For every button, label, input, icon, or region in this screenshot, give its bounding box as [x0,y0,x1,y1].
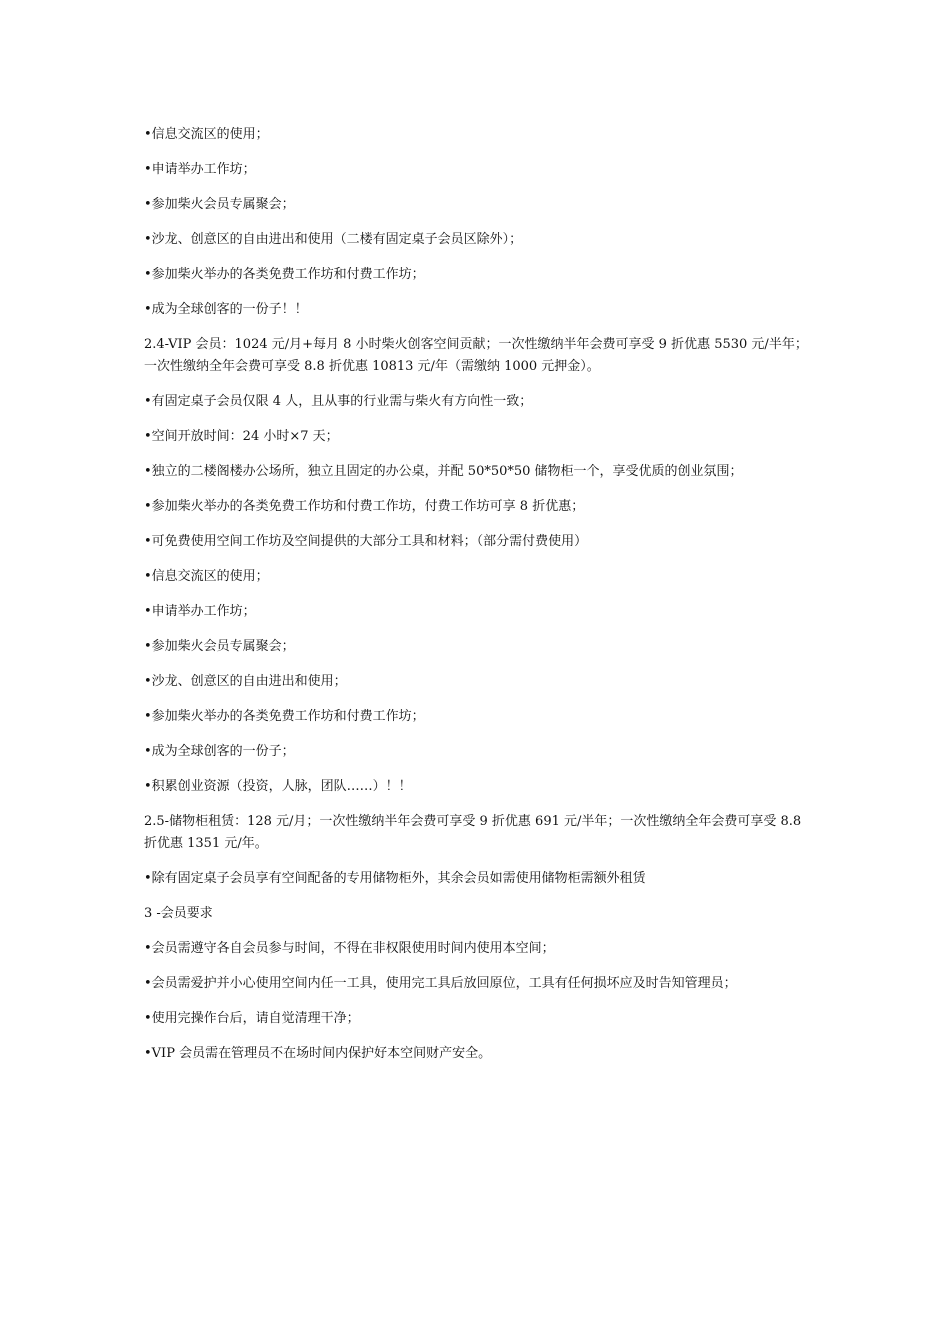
bullet-workshops: •参加柴火举办的各类免费工作坊和付费工作坊； [144,267,425,282]
bullet-salon-access: •沙龙、创意区的自由进出和使用（二楼有固定桌子会员区除外）； [144,232,523,247]
bullet-apply-workshop-vip: •申请举办工作坊； [144,604,256,619]
bullet-workshops-vip: •参加柴火举办的各类免费工作坊和付费工作坊； [144,709,425,724]
bullet-open-hours: •空间开放时间：24 小时×7 天； [144,429,339,444]
bullet-vip-workshops: •参加柴火举办的各类免费工作坊和付费工作坊，付费工作坊可享 8 折优惠； [144,499,585,514]
bullet-apply-workshop: •申请举办工作坊； [144,162,256,177]
section-vip-member: 2.4-VIP 会员：1024 元/月+每月 8 小时柴火创客空间贡献；一次性缴纳半年会费可享受 9 折优惠 5530 元/半年；一次性缴纳全年会费可享受 8.8 折优惠 10813 元/年（需缴纳 1000 元押金）。 [144,337,808,374]
bullet-member-party-vip: •参加柴火会员专属聚会； [144,639,295,654]
bullet-locker-note: •除有固定桌子会员享有空间配备的专用储物柜外，其余会员如需使用储物柜需额外租赁 [144,871,646,886]
bullet-fixed-desk: •有固定桌子会员仅限 4 人，且从事的行业需与柴火有方向性一致； [144,394,533,409]
bullet-global-maker-vip: •成为全球创客的一份子； [144,744,295,759]
bullet-global-maker: •成为全球创客的一份子！！ [144,302,308,317]
bullet-time-rules: •会员需遵守各自会员参与时间，不得在非权限使用时间内使用本空间； [144,941,555,956]
section-locker-rental: 2.5-储物柜租赁：128 元/月；一次性缴纳半年会费可享受 9 折优惠 691 元/半年；一次性缴纳全年会费可享受 8.8 折优惠 1351 元/年。 [144,814,802,851]
bullet-startup-resources: •积累创业资源（投资，人脉，团队……）！！ [144,779,412,794]
document-body [144,124,812,1078]
bullet-member-party: •参加柴火会员专属聚会； [144,197,295,212]
bullet-info-exchange-vip: •信息交流区的使用； [144,569,269,584]
section-member-requirements: 3 -会员要求 [144,906,213,921]
bullet-clean-workbench: •使用完操作台后，请自觉清理干净； [144,1011,360,1026]
bullet-salon-access-vip: •沙龙、创意区的自由进出和使用； [144,674,347,689]
bullet-office-space: •独立的二楼阁楼办公场所，独立且固定的办公桌，并配 50*50*50 储物柜一个，享受优质的创业氛围； [144,464,743,479]
bullet-free-tools: •可免费使用空间工作坊及空间提供的大部分工具和材料；（部分需付费使用） [144,534,588,549]
bullet-vip-security: •VIP 会员需在管理员不在场时间内保护好本空间财产安全。 [144,1046,492,1061]
bullet-info-exchange: •信息交流区的使用； [144,127,269,142]
bullet-tool-care: •会员需爱护并小心使用空间内任一工具，使用完工具后放回原位，工具有任何损坏应及时告知管理员； [144,976,737,991]
